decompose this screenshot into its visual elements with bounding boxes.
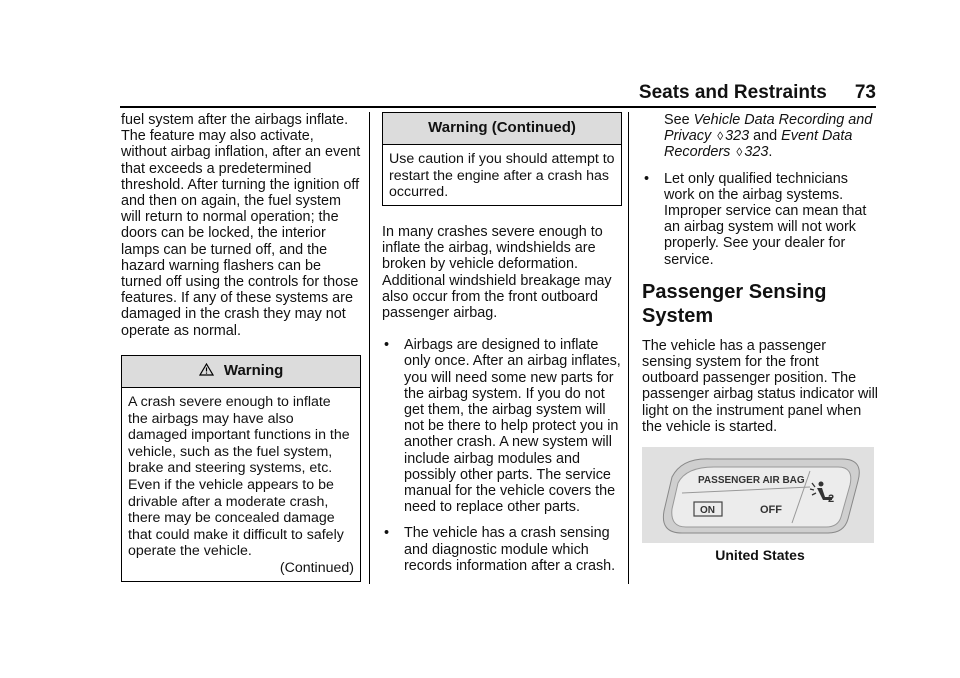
indicator-panel-illustration: [642, 447, 874, 543]
warning-continued-box: [382, 112, 622, 206]
section-title: Seats and Restraints: [638, 82, 827, 103]
figure-off-label: OFF: [760, 504, 782, 517]
list-item: • Let only qualified technicians work on the airbag systems. Improper service can mean that an airbag system will not work properly. See your dealer for service.: [644, 170, 867, 268]
passenger-airbag-indicator-figure: [642, 447, 874, 543]
warning-continued-body: [383, 145, 621, 205]
section-heading: Passenger Sensing System: [642, 280, 827, 327]
warning-continued-text: Use caution if you should attempt to restart the engine after a crash has occurred.: [389, 151, 615, 201]
cross-reference: See Vehicle Data Recording and Privacy ◊ 323 and Event Data Recorders ◊ 323.: [664, 112, 873, 161]
figure-caption: United States: [715, 547, 805, 564]
windshield-paragraph: In many crashes severe enough to inflate the airbag, windshields are broken by vehicle deformation. Additional windshield breakage may also occur from the front outboard passenger airbag.: [382, 223, 612, 321]
column-3: [642, 112, 878, 563]
warning-title: Warning: [223, 361, 284, 379]
intro-paragraph: fuel system after the airbags inflate. The feature may also activate, without airbag inflation, after an event that exceeds a predetermined threshold. After turning the ignition off and then on again, the fuel system will return to normal operation; the doors can be locked, the interior lamps can be turned off, and the hazard warning flashers can be turned off using the controls for those features. If any of these systems are damaged in the crash they may not operate as normal.: [121, 112, 361, 339]
column-1: [121, 112, 361, 600]
reference-link-event-data[interactable]: Event Data Recorders: [664, 128, 853, 161]
continued-label: (Continued): [279, 559, 354, 576]
warning-text: A crash severe enough to inflate the airbags may have also damaged important functions in the vehicle, such as the fuel system, brake and steering systems, etc. Even if the vehicle appears to be drivable after a moderate crash, there may be concealed damage that could make it difficult to safely operate the vehicle.: [128, 394, 350, 560]
figure-on-label: ON: [700, 505, 715, 517]
list-item: • Airbags are designed to inflate only once. After an airbag inflates, you will need some new parts for the airbag system. If you do not get them, the airbag system will not be there to help protect you in another crash. A new system will include airbag modules and possibly other parts. The service manual for the vehicle covers the need to replace other parts.: [384, 337, 621, 516]
figure-label: PASSENGER AIR BAG: [698, 475, 805, 487]
warning-triangle-icon: [199, 362, 218, 379]
page-ref-icon: ◊: [717, 129, 724, 144]
seat-number: 2: [828, 493, 835, 506]
warning-body: [122, 388, 360, 581]
header-rule: [120, 106, 876, 108]
warning-box: [121, 355, 361, 582]
column-divider-2: [628, 112, 629, 584]
reference-link-vehicle-data[interactable]: Vehicle Data Recording and Privacy: [664, 112, 873, 145]
bullet-list: [642, 171, 878, 268]
page-ref-icon: ◊: [736, 145, 743, 160]
warning-continued-header: Warning (Continued): [383, 113, 621, 145]
column-divider-1: [369, 112, 370, 584]
warning-header: [122, 356, 360, 388]
passenger-sensing-paragraph: The vehicle has a passenger sensing system for the front outboard passenger position. The passenger airbag status indicator will light on the instrument panel when the vehicle is started.: [642, 337, 878, 435]
bullet-list: [382, 337, 622, 574]
running-header: [600, 82, 876, 104]
page-number: 73: [854, 82, 876, 103]
list-item: • The vehicle has a crash sensing and diagnostic module which records information after a crash.: [384, 525, 616, 574]
column-2: [382, 112, 622, 586]
